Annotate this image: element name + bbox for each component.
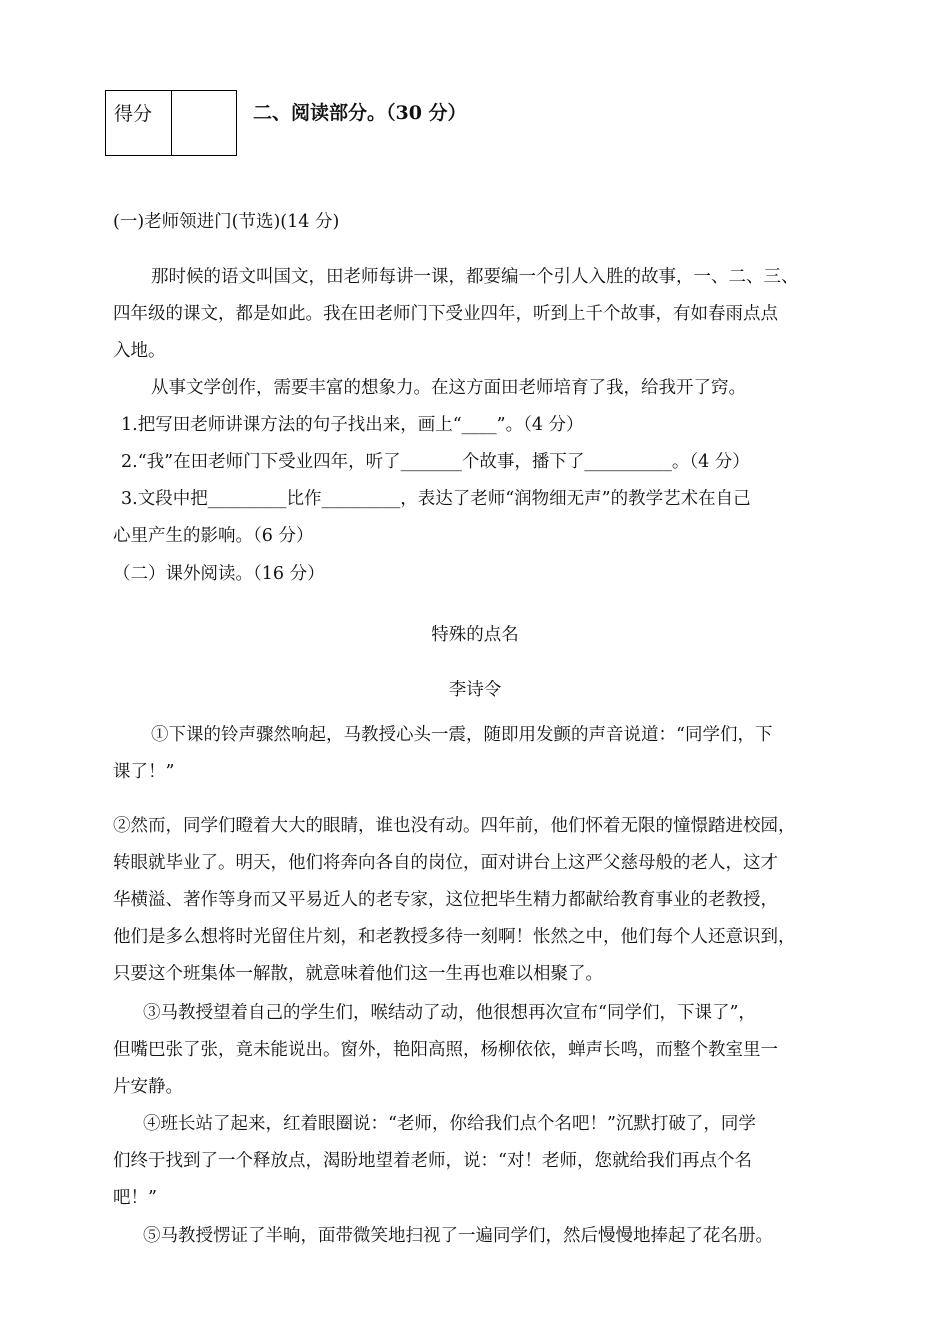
story-p4-line1: ④班长站了起来，红着眼圈说：“老师，你给我们点个名吧！”沉默打破了，同学 bbox=[143, 1114, 756, 1134]
story-title: 特殊的点名 bbox=[431, 625, 519, 645]
part1-paragraph1-line1: 那时候的语文叫国文，田老师每讲一课，都要编一个引人入胜的故事，一、二、三、 bbox=[151, 267, 799, 287]
story-author: 李诗令 bbox=[448, 680, 502, 700]
story-p3-line3: 片安静。 bbox=[113, 1077, 183, 1097]
part1-paragraph2: 从事文学创作，需要丰富的想象力。在这方面田老师培育了我，给我开了窍。 bbox=[151, 378, 746, 398]
story-p4-line3: 吧！” bbox=[113, 1188, 157, 1208]
story-p2-line2: 转眼就毕业了。明天，他们将奔向各自的岗位，面对讲台上这严父慈母般的老人，这才 bbox=[113, 853, 778, 873]
score-label: 得分 bbox=[106, 91, 172, 155]
story-p3-line1: ③马教授望着自己的学生们，喉结动了动，他很想再次宣布“同学们，下课了”， bbox=[143, 1003, 756, 1023]
score-value-cell bbox=[172, 91, 236, 155]
story-p2-line3: 华横溢、著作等身而又平易近人的老专家，这位把毕生精力都献给教育事业的老教授， bbox=[113, 890, 778, 910]
question-3-line1: 3.文段中把_________比作_________，表达了老师“润物细无声”的教学艺术在自己 bbox=[121, 489, 751, 509]
score-box bbox=[105, 90, 237, 156]
story-p4-line2: 们终于找到了一个释放点，渴盼地望着老师，说：“对！老师，您就给我们再点个名 bbox=[113, 1151, 752, 1171]
part1-paragraph1-line3: 入地。 bbox=[113, 341, 166, 361]
part2-heading: （二）课外阅读。（16 分） bbox=[113, 564, 325, 584]
question-2: 2.“我”在田老师门下受业四年，听了_______个故事，播下了__________。（4 分） bbox=[121, 452, 750, 472]
question-3-line2: 心里产生的影响。（6 分） bbox=[113, 526, 314, 546]
part1-paragraph1-line2: 四年级的课文，都是如此。我在田老师门下受业四年，听到上千个故事，有如春雨点点 bbox=[113, 304, 778, 324]
story-p1-line1: ①下课的铃声骤然响起，马教授心头一震，随即用发颤的声音说道：“同学们，下 bbox=[151, 725, 773, 745]
story-p3-line2: 但嘴巴张了张，竟未能说出。窗外，艳阳高照，杨柳依依，蝉声长鸣，而整个教室里一 bbox=[113, 1040, 778, 1060]
story-p2-line5: 只要这个班集体一解散，就意味着他们这一生再也难以相聚了。 bbox=[113, 964, 603, 984]
part1-heading: (一)老师领进门(节选)(14 分) bbox=[113, 212, 340, 232]
section-title: 二、阅读部分。（30 分） bbox=[253, 102, 467, 124]
story-p2-line1: ②然而，同学们瞪着大大的眼睛，谁也没有动。四年前，他们怀着无限的憧憬踏进校园， bbox=[113, 816, 796, 836]
story-p2-line4: 他们是多么想将时光留住片刻，和老教授多待一刻啊！怅然之中，他们每个人还意识到， bbox=[113, 927, 796, 947]
story-p5-line1: ⑤马教授愣证了半晌，面带微笑地扫视了一遍同学们，然后慢慢地捧起了花名册。 bbox=[143, 1226, 773, 1246]
question-1: 1.把写田老师讲课方法的句子找出来，画上“____”。（4 分） bbox=[121, 415, 584, 435]
story-p1-line2: 课了！” bbox=[113, 762, 175, 782]
